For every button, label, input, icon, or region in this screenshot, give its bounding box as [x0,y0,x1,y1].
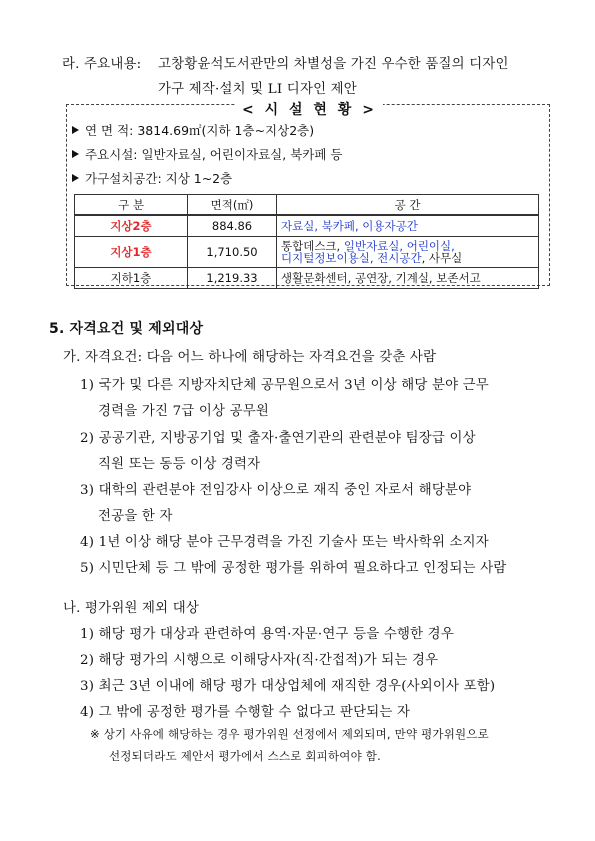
na-title: 나. 평가위원 제외 대상 [63,601,200,616]
space-text: 통합데스크, [281,239,344,253]
space-text-highlight: 일반자료실, 어린이실, [343,239,455,253]
ga-item-3-line1: 3) 대학의 관련분야 전임강사 이상으로 재직 중인 자로서 해당분야 [80,483,472,498]
na-item-1: 1) 해당 평가 대상과 관련하여 용역·자문·연구 등을 수행한 경우 [80,627,454,642]
facility-space-line [72,169,232,187]
note-line2: 선정되더라도 제안서 평가에서 스스로 회피하여야 함. [109,749,381,763]
header-area: 면적(㎡) [188,195,277,216]
na-item-3: 3) 최근 3년 이내에 해당 평가 대상업체에 재직한 경우(사외이사 포함) [80,679,496,694]
space-text-highlight: 디지털정보이용실, 전시공간 [281,251,422,265]
ga-item-5: 5) 시민단체 등 그 밖에 공정한 평가를 위하여 필요하다고 인정되는 사람 [80,561,507,576]
ga-item-1-line1: 1) 국가 및 다른 지방자치단체 공무원으로서 3년 이상 해당 분야 근무 [80,378,489,393]
space-text: , 사무실 [421,251,463,265]
ga-item-1-line2: 경력을 가진 7급 이상 공무원 [98,404,270,419]
item-ra-line2: 가구 제작·설치 및 LI 디자인 제안 [158,82,357,97]
triangle-bullet-icon [72,150,79,158]
item-ra-label: 라. 주요내용: [62,57,142,72]
item-ra-line1: 고창황윤석도서관만의 차별성을 가진 우수한 품질의 디자인 [158,57,509,72]
facility-table [74,194,539,289]
area-cell: 1,219.33 [188,268,277,289]
triangle-bullet-icon [72,126,79,134]
ga-item-2-line2: 직원 또는 동등 이상 경력자 [98,457,261,472]
floor-cell: 지상1층 [75,237,188,268]
facility-space: 가구설치공간: 지상 1~2층 [85,171,233,186]
table-row [75,215,539,237]
header-space: 공 간 [277,195,539,216]
ga-item-3-line2: 전공을 한 자 [98,509,173,524]
ga-item-2-line1: 2) 공공기관, 지방공기업 및 출자·출연기관의 관련분야 팀장급 이상 [80,431,476,446]
floor-cell: 지상2층 [75,215,188,237]
na-item-4: 4) 그 밖에 공정한 평가를 수행할 수 없다고 판단되는 자 [80,705,411,720]
facility-area-line [72,121,314,139]
area-cell: 1,710.50 [188,237,277,268]
facility-main: 주요시설: 일반자료실, 어린이자료실, 북카페 등 [85,147,343,162]
header-division: 구 분 [75,195,188,216]
space-cell: 생활문화센터, 공연장, 기계실, 보존서고 [277,268,539,289]
table-row [75,268,539,289]
ga-title: 가. 자격요건: 다음 어느 하나에 해당하는 자격요건을 갖춘 사람 [63,350,437,365]
table-header-row [75,195,539,216]
facility-title: < 시 설 현 황 > [236,99,383,119]
section-5-title: 5. 자격요건 및 제외대상 [49,321,204,337]
facility-area: 연 면 적: 3814.69㎡(지하 1층~지상2층) [85,123,315,138]
space-cell [277,237,539,268]
note-line1: ※ 상기 사유에 해당하는 경우 평가위원 선정에서 제외되며, 만약 평가위원으로 [90,727,489,741]
floor-cell: 지하1층 [75,268,188,289]
ga-item-4: 4) 1년 이상 해당 분야 근무경력을 가진 기술사 또는 박사학위 소지자 [80,535,489,550]
triangle-bullet-icon [72,174,79,182]
na-item-2: 2) 해당 평가의 시행으로 이해당사자(직·간접적)가 되는 경우 [80,653,439,668]
area-cell: 884.86 [188,215,277,237]
table-row [75,237,539,268]
space-cell: 자료실, 북카페, 이용자공간 [277,215,539,237]
facility-main-line [72,145,342,163]
